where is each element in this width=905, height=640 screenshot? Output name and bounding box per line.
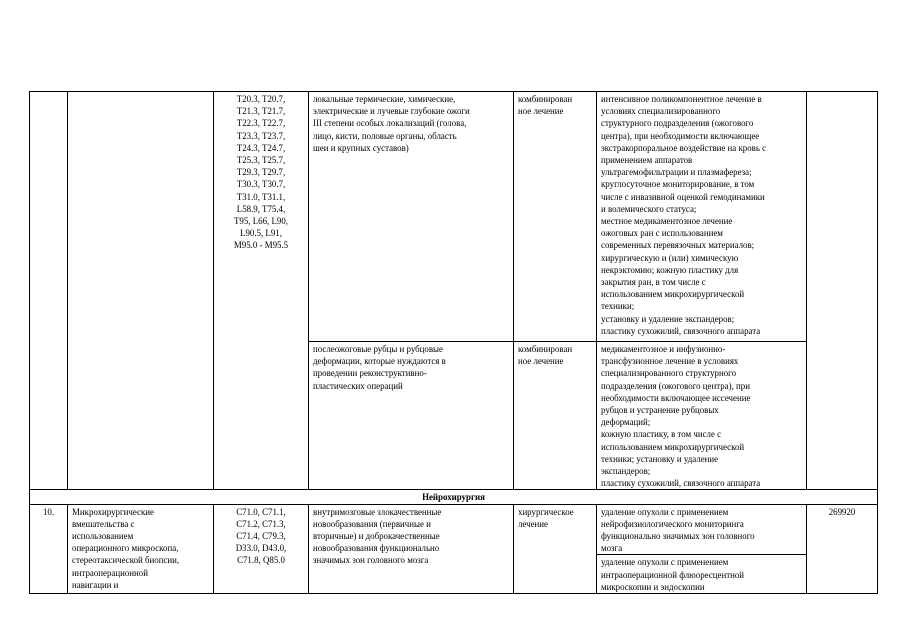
section-title: Нейрохирургия <box>30 490 878 504</box>
treatment-method: удаление опухоли с применением интраоперационной флюоресцентной микроскопии и эндоскопии <box>601 557 745 592</box>
treatment-method: медикаментозное и инфузионно- трансфузионное лечение в условиях специализированного структурного подразделения (ожогового центра), при необходимости включающее иссечение рубцов и устранение рубцовых деформаций; кожную пластику, в том числе с использованием микрохирургической техники; установку и удаление экспандеров; пластику сухожилий, связочного аппарата <box>601 344 761 489</box>
treatment-type-cell <box>514 92 597 342</box>
treatment-method-cell <box>597 92 807 342</box>
icd-codes: T20.3, T20.7, T21.3, T21.7, T22.3, T22.7, T23.3, T23.7, T24.3, T24.7, T25.3, T25.7, T29.3, T29.7, T30.3, T30.7, T31.0, T31.1, L58.9, T75.4, T95, L66, L90, L90.5, L91, M95.0 - M95.5 <box>233 94 289 251</box>
care-name-cell <box>68 92 214 490</box>
treatment-method-cell <box>597 555 807 594</box>
row-number: 10. <box>42 506 55 517</box>
table-row <box>30 504 878 555</box>
icd-codes-cell <box>214 504 309 593</box>
patient-model: локальные термические, химические, электрические и лучевые глубокие ожоги III степени особых локализаций (голова, лицо, кисти, половые органы, область шеи и крупных суставов) <box>313 94 470 153</box>
treatment-method-cell <box>597 342 807 490</box>
patient-model-cell <box>309 342 514 490</box>
treatment-type-cell <box>514 342 597 490</box>
price-value: 269920 <box>828 506 856 517</box>
medical-care-table <box>29 91 878 594</box>
treatment-method: интенсивное поликомпонентное лечение в условиях специализированного структурного подразделения (ожогового центра), при необходимости включающее экстракорпоральное воздействие на кровь с применением аппаратов ультрагемофильтрации и плазмафереза; круглосуточное мониторирование, в том числе с инвазивной оценкой гемодинамики и волемического статуса; местное медикаментозное лечение ожоговых ран с использованием современных перевязочных материалов; хирургическую и (или) химическую некрэктомию; кожную пластику для закрытия ран, в том числе с использованием микрохирургической техники; установку и удаление экспандеров; пластику сухожилий, связочного аппарата <box>601 94 767 336</box>
treatment-method: удаление опухоли с применением нейрофизиологического мониторинга функционально значимых зон головного мозга <box>601 506 755 554</box>
section-header-row <box>30 490 878 504</box>
icd-codes-cell <box>214 92 309 490</box>
patient-model-cell <box>309 504 514 593</box>
patient-model-cell <box>309 92 514 342</box>
treatment-type: хирургическое лечение <box>518 506 574 529</box>
patient-model: послеожоговые рубцы и рубцовые деформации, которые нуждаются в проведении реконструктивно- пластических операций <box>313 344 446 391</box>
treatment-type: комбинирован ное лечение <box>518 344 573 367</box>
care-name: Микрохирургические вмешательства с использованием операционного микроскопа, стереотаксической биопсии, интраоперационной навигации и <box>72 506 180 590</box>
treatment-method-cell <box>597 504 807 555</box>
price-cell <box>807 92 878 490</box>
patient-model: внутримозговые злокачественные новообразования (первичные и вторичные) и доброкачественные новообразования функционально значимых зон головного мозга <box>313 506 442 566</box>
care-name-cell <box>68 504 214 593</box>
row-number-cell <box>30 92 68 490</box>
icd-codes: C71.0, C71.1, C71.2, C71.3, C71.4, C79.3, D33.0, D43.0, C71.8, Q85.0 <box>235 506 287 566</box>
row-number-cell <box>30 504 68 593</box>
price-cell <box>807 504 878 593</box>
treatment-type: комбинирован ное лечение <box>518 94 573 117</box>
treatment-type-cell <box>514 504 597 593</box>
table-row <box>30 92 878 342</box>
